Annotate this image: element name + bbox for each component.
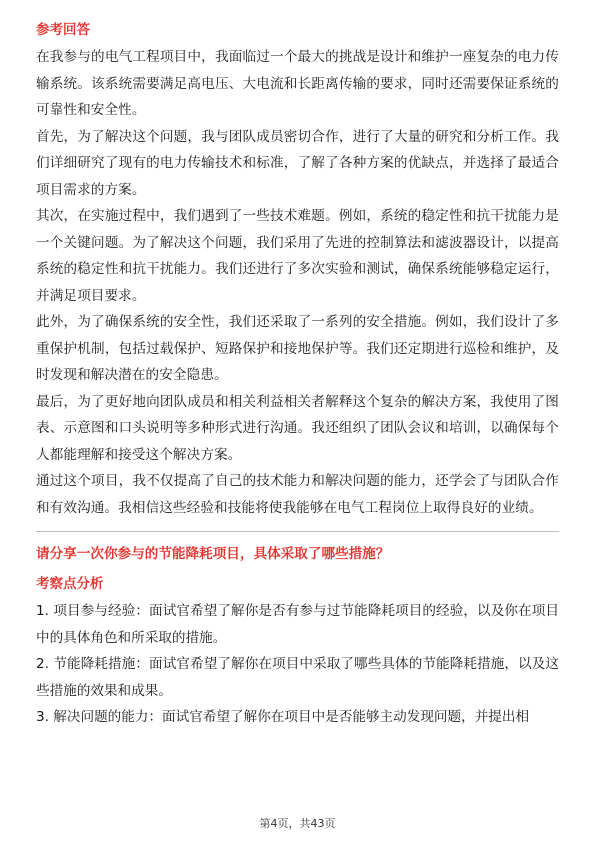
answer-paragraph-4: 此外，为了确保系统的安全性，我们还采取了一系列的安全措施。例如，我们设计了多重保护机制，包括过载保护、短路保护和接地保护等。我们还定期进行巡检和维护，及时发现和解决潜在的安全隐患。: [36, 314, 559, 383]
analysis-item-2: 2. 节能降耗措施：面试官希望了解你在项目中采取了哪些具体的节能降耗措施，以及这些措施的效果和成果。: [36, 656, 559, 699]
page-number-footer: 第4页，共43页: [259, 817, 336, 830]
document-page: [36, 20, 559, 731]
analysis-item-3: 3. 解决问题的能力：面试官希望了解你在项目中是否能够主动发现问题，并提出相: [36, 709, 530, 725]
answer-paragraph-2: 首先，为了解决这个问题，我与团队成员密切合作，进行了大量的研究和分析工作。我们详细研究了现有的电力传输技术和标准，了解了各种方案的优缺点，并选择了最适合项目需求的方案。: [36, 128, 559, 198]
answer-paragraph-1: 在我参与的电气工程项目中，我面临过一个最大的挑战是设计和维护一座复杂的电力传输系统。该系统需要满足高电压、大电流和长距离传输的要求，同时还需要保证系统的可靠性和安全性。: [36, 49, 559, 118]
answer-paragraph-5: 最后，为了更好地向团队成员和相关利益相关者解释这个复杂的解决方案，我使用了图表、示意图和口头说明等多种形式进行沟通。我还组织了团队会议和培训，以确保每个人都能理解和接受这个解决方案。: [36, 393, 559, 463]
analysis-item-1: 1. 项目参与经验：面试官希望了解你是否有参与过节能降耗项目的经验，以及你在项目中的具体角色和所采取的措施。: [36, 603, 559, 646]
analysis-heading: 考察点分析: [36, 576, 104, 592]
question-title: 请分享一次你参与的节能降耗项目，具体采取了哪些措施？: [36, 546, 390, 562]
answer-paragraph-6: 通过这个项目，我不仅提高了自己的技术能力和解决问题的能力，还学会了与团队合作和有效沟通。我相信这些经验和技能将使我能够在电气工程岗位上取得良好的业绩。: [36, 473, 559, 516]
answer-paragraph-3: 其次，在实施过程中，我们遇到了一些技术难题。例如，系统的稳定性和抗干扰能力是一个关键问题。为了解决这个问题，我们采用了先进的控制算法和滤波器设计，以提高系统的稳定性和抗干扰能力。我们还进行了多次实验和测试，确保系统能够稳定运行，并满足项目要求。: [36, 208, 559, 304]
section-divider: [36, 531, 559, 532]
answer-heading: 参考回答: [36, 22, 90, 38]
